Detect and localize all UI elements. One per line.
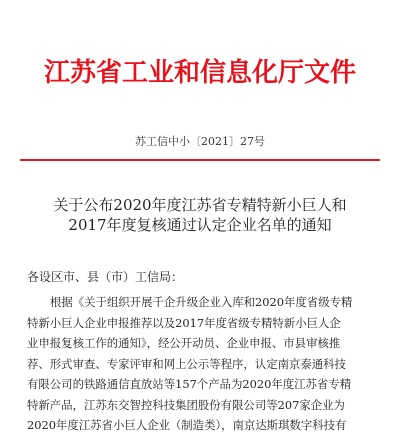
body-line: 特新小巨人企业申报推荐以及2017年度省级专精特新小巨人企	[27, 315, 341, 330]
body-line: 根据《关于组织开展千企升级企业入库和2020年度省级专精	[50, 295, 353, 309]
document-title	[0, 195, 400, 235]
red-divider-line	[20, 159, 380, 161]
title-line: 2017年度复核通过认定企业名单的通知	[68, 216, 332, 234]
body-line: 2020年度江苏省小巨人企业（制造类），南京达斯琪数字科技有	[27, 418, 347, 432]
body-paragraph	[27, 292, 375, 436]
body-line: 特新产品，江苏东交智控科技集团股份有限公司等207家企业为	[27, 397, 345, 412]
document-number: 苏工信中小〔2021〕27号	[135, 135, 265, 148]
body-line: 业申报复核工作的通知》，经公开动员、企业申报、市县审核推	[27, 336, 341, 350]
issuer-header-title: 江苏省工业和信息化厅文件	[43, 58, 356, 88]
title-line: 关于公布2020年度江苏省专精特新小巨人和	[53, 196, 347, 214]
body-line: 荐、形式审查、专家评审和网上公示等程序，认定南京泰通科技	[27, 356, 346, 371]
body-line: 有限公司的铁路通信直放站等157个产品为2020年度江苏省专精	[27, 377, 352, 391]
salutation: 各设区市、县（市）工信局：	[27, 270, 184, 284]
